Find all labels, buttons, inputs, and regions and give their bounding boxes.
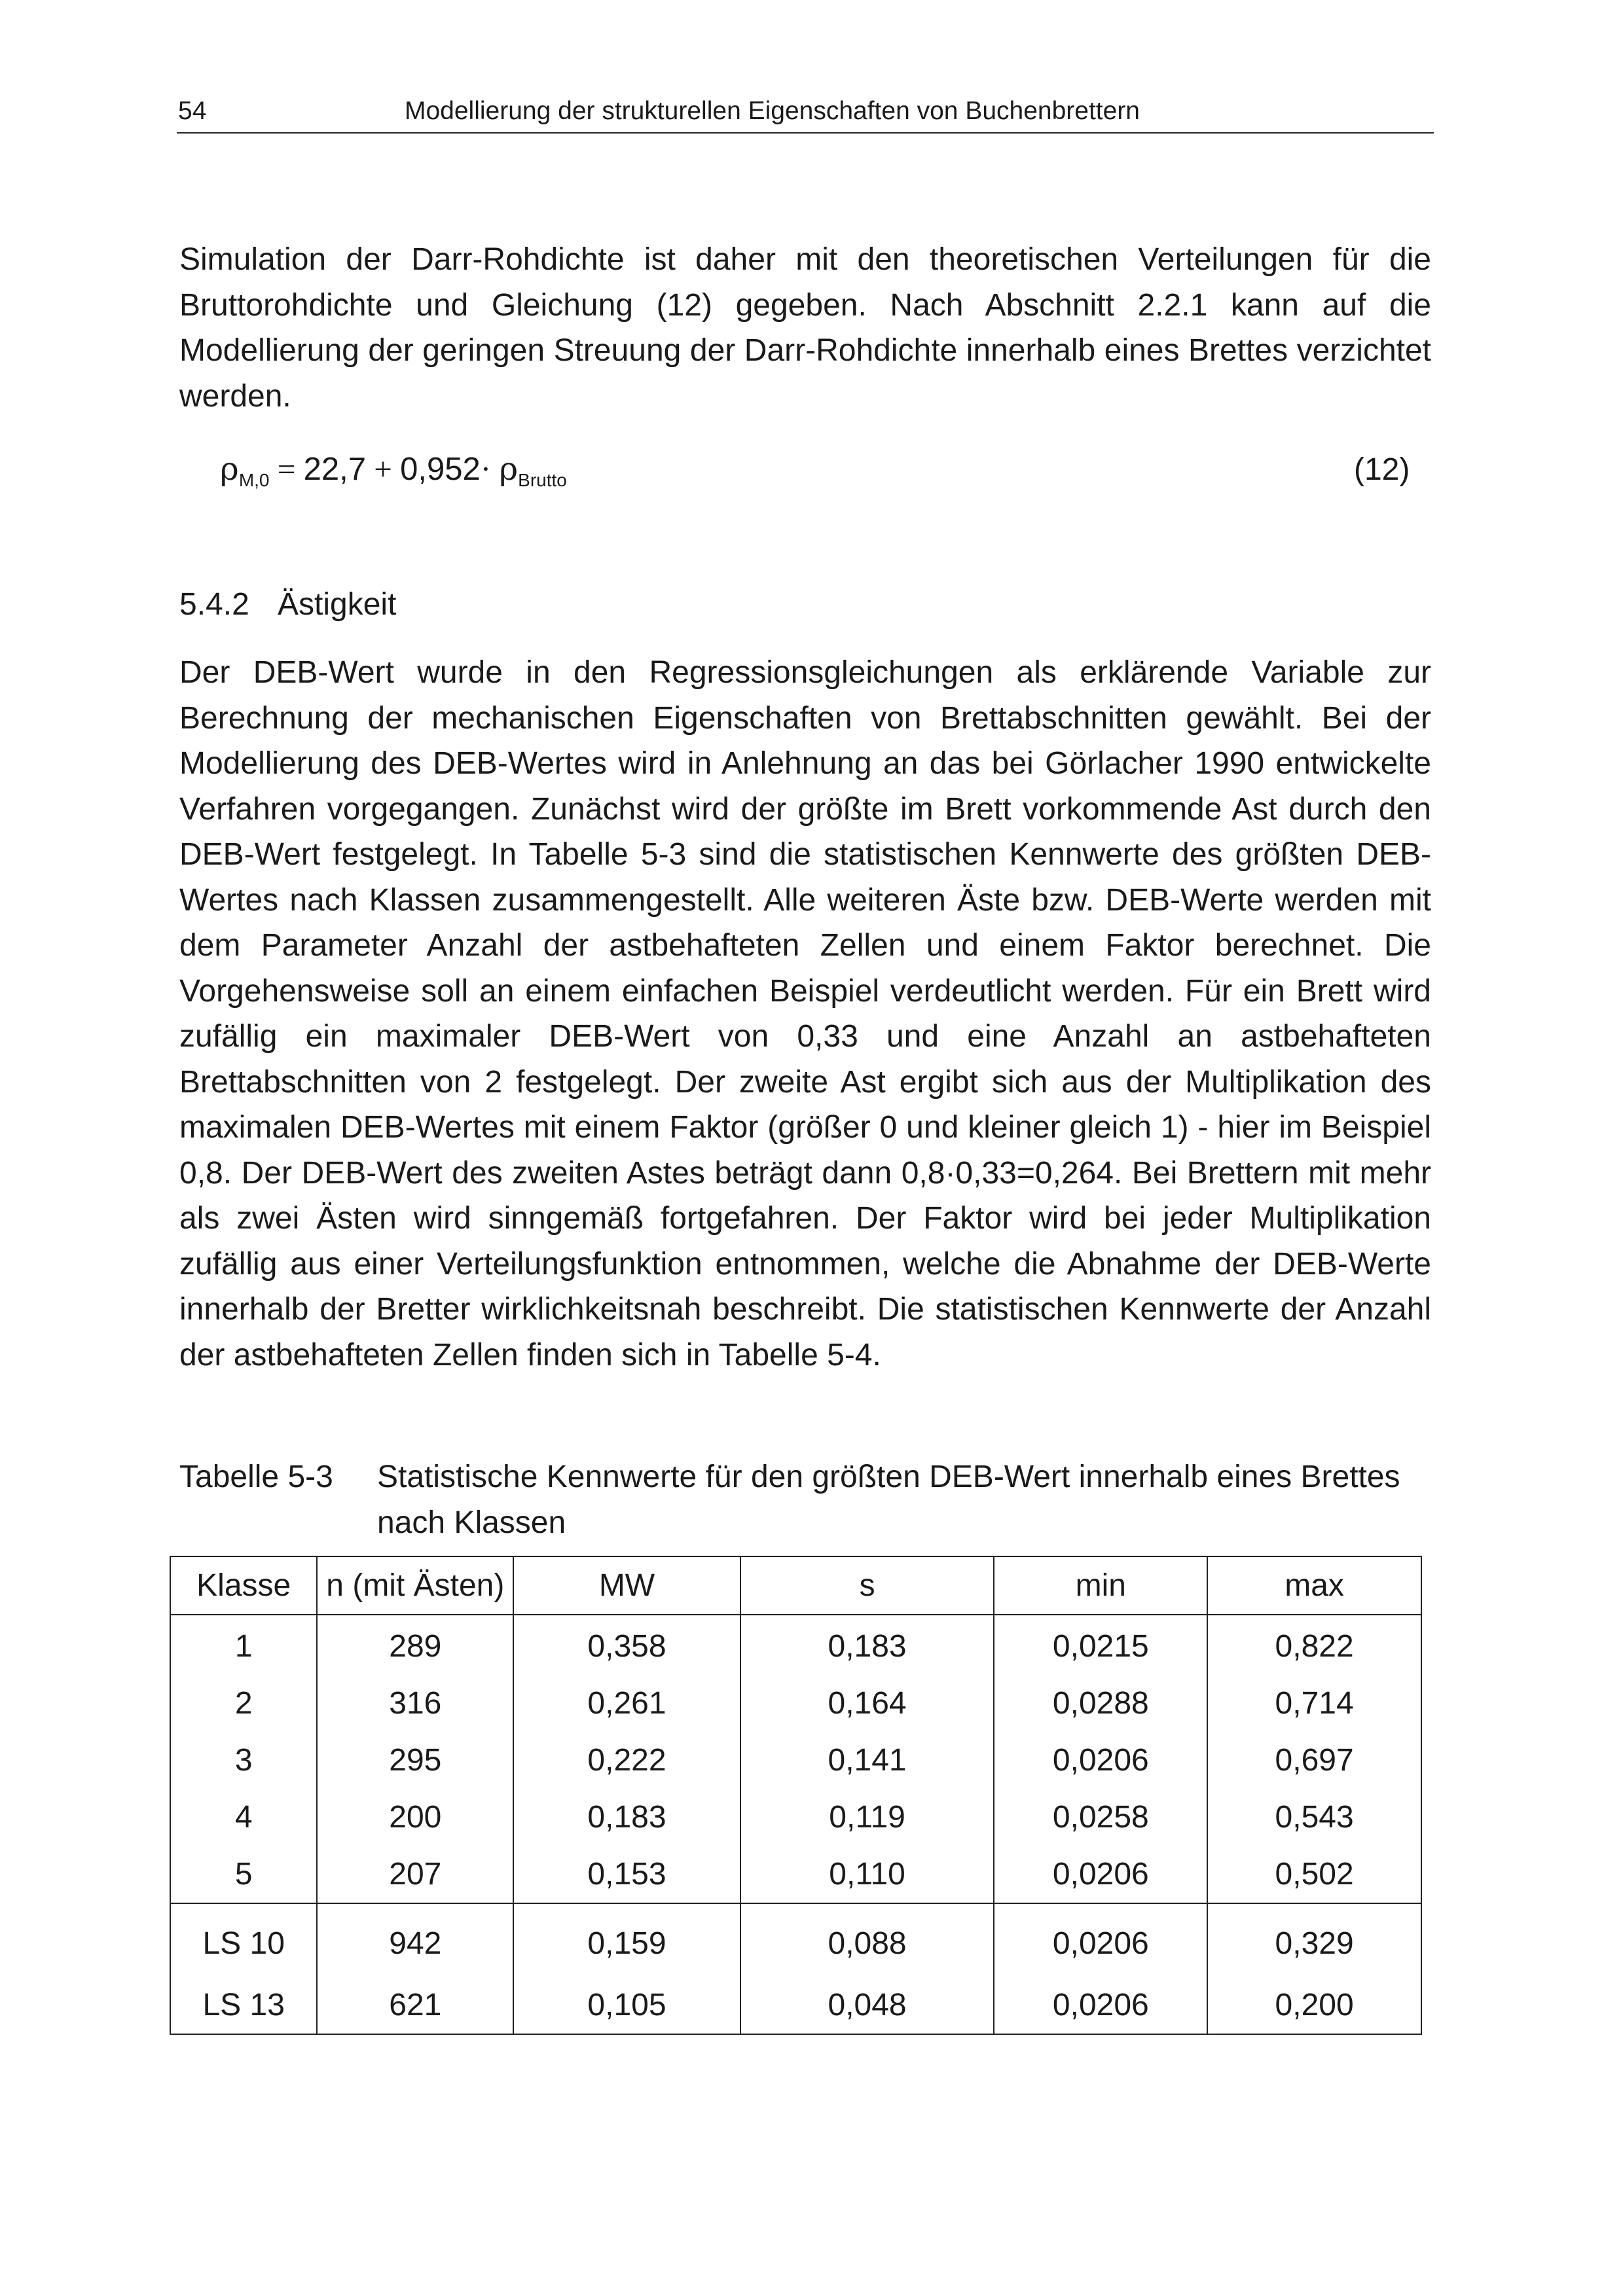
page-header bbox=[177, 92, 1434, 134]
table-cell: 289 bbox=[317, 1615, 513, 1675]
coefficient: 0,952 bbox=[400, 452, 481, 487]
subscript-m0: M,0 bbox=[238, 470, 270, 490]
table-cell: 3 bbox=[170, 1732, 317, 1789]
table-cell: 0,0288 bbox=[994, 1675, 1207, 1732]
table-cell: 0,088 bbox=[740, 1903, 994, 1977]
table-cell: 207 bbox=[317, 1846, 513, 1903]
table-cell: 0,164 bbox=[740, 1675, 994, 1732]
table-cell: 5 bbox=[170, 1846, 317, 1903]
table-cell: 0,048 bbox=[740, 1977, 994, 2034]
table-header-row bbox=[170, 1556, 1421, 1615]
table-cell: 0,0206 bbox=[994, 1903, 1207, 1977]
table-cell: 0,822 bbox=[1207, 1615, 1421, 1675]
table-cell: 0,714 bbox=[1207, 1675, 1421, 1732]
table-row bbox=[170, 1846, 1421, 1903]
table-cell: 0,0206 bbox=[994, 1732, 1207, 1789]
table-cell: LS 13 bbox=[170, 1977, 317, 2034]
column-header: n (mit Ästen) bbox=[317, 1556, 513, 1615]
multiply-dot: · bbox=[480, 451, 492, 487]
table-cell: 0,200 bbox=[1207, 1977, 1421, 2034]
equation-number: (12) bbox=[1354, 452, 1410, 487]
table-cell: 4 bbox=[170, 1789, 317, 1846]
table-cell: 0,119 bbox=[740, 1789, 994, 1846]
table-cell: 0,329 bbox=[1207, 1903, 1421, 1977]
table-cell: 0,153 bbox=[513, 1846, 740, 1903]
column-header: MW bbox=[513, 1556, 740, 1615]
table-row bbox=[170, 1903, 1421, 1977]
table-row bbox=[170, 1732, 1421, 1789]
table-cell: 0,183 bbox=[513, 1789, 740, 1846]
running-title: Modellierung der strukturellen Eigenschaften von Buchenbrettern bbox=[405, 97, 1140, 125]
body-paragraph-2: Der DEB-Wert wurde in den Regressionsgleichungen als erklärende Variable zur Berechnung der mechanischen Eigenschaften von Brettabschnitten gewählt. Bei der Modellierung des DEB-Wertes wird in Anlehnung an das bei Görlacher 1990 entwickelte Verfahren vorgegangen. Zunächst wird der größte im Brett vorkommende Ast durch den DEB-Wert festgelegt. In Tabelle 5-3 sind die statistischen Kennwerte des größten DEB-Wertes nach Klassen zusammengestellt. Alle weiteren Äste bzw. DEB-Werte werden mit dem Parameter Anzahl der astbehafteten Zellen und einem Faktor berechnet. Die Vorgehensweise soll an einem einfachen Beispiel verdeutlicht werden. Für ein Brett wird zufällig ein maximaler DEB-Wert von 0,33 und eine Anzahl an astbehafteten Brettabschnitten von 2 festgelegt. Der zweite Ast ergibt sich aus der Multiplikation des maximalen DEB-Wertes mit einem Faktor (größer 0 und kleiner gleich 1) - hier im Beispiel 0,8. Der DEB-Wert des zweiten Astes beträgt dann 0,8·0,33=0,264. Bei Brettern mit mehr als zwei Ästen wird sinngemäß fortgefahren. Der Faktor wird bei jeder Multiplikation zufällig aus einer Verteilungsfunktion entnommen, welche die Abnahme der DEB-Werte innerhalb der Bretter wirklichkeitsnah beschreibt. Die statistischen Kennwerte der Anzahl der astbehafteten Zellen finden sich in Tabelle 5-4. bbox=[179, 655, 1431, 1372]
table-row bbox=[170, 1615, 1421, 1675]
column-header: max bbox=[1207, 1556, 1421, 1615]
table-row bbox=[170, 1977, 1421, 2034]
table-cell: 0,261 bbox=[513, 1675, 740, 1732]
table-cell: 200 bbox=[317, 1789, 513, 1846]
table-cell: 0,697 bbox=[1207, 1732, 1421, 1789]
section-number: 5.4.2 bbox=[179, 587, 249, 622]
page-number: 54 bbox=[178, 97, 207, 125]
table-cell: 0,0206 bbox=[994, 1977, 1207, 2034]
rho-symbol: ρ bbox=[499, 450, 519, 488]
section-title: Ästigkeit bbox=[278, 587, 397, 622]
table-cell: 0,105 bbox=[513, 1977, 740, 2034]
table-cell: 0,358 bbox=[513, 1615, 740, 1675]
table-row bbox=[170, 1789, 1421, 1846]
table-cell: 0,110 bbox=[740, 1846, 994, 1903]
column-header: min bbox=[994, 1556, 1207, 1615]
equals-sign: = bbox=[277, 451, 296, 487]
rho-symbol: ρ bbox=[220, 450, 239, 488]
equation-12 bbox=[220, 450, 567, 491]
table-cell: 0,222 bbox=[513, 1732, 740, 1789]
table-caption-text: Statistische Kennwerte für den größten DEB-Wert innerhalb eines Brettes nach Klassen bbox=[377, 1460, 1400, 1540]
table-cell: 0,141 bbox=[740, 1732, 994, 1789]
table-cell: 2 bbox=[170, 1675, 317, 1732]
table-cell: 0,183 bbox=[740, 1615, 994, 1675]
table-row bbox=[170, 1675, 1421, 1732]
table-cell: 0,502 bbox=[1207, 1846, 1421, 1903]
body-paragraph-1: Simulation der Darr-Rohdichte ist daher mit den theoretischen Verteilungen für die Bruttorohdichte und Gleichung (12) gegeben. Nach Abschnitt 2.2.1 kann auf die Modellierung der geringen Streuung der Darr-Rohdichte innerhalb eines Brettes verzichtet werden. bbox=[179, 242, 1431, 414]
section-heading bbox=[179, 586, 396, 622]
table-caption-label: Tabelle 5-3 bbox=[179, 1460, 333, 1494]
table-cell: 0,0206 bbox=[994, 1846, 1207, 1903]
table-cell: 316 bbox=[317, 1675, 513, 1732]
table-cell: 1 bbox=[170, 1615, 317, 1675]
statistics-table bbox=[170, 1556, 1422, 2035]
column-header: s bbox=[740, 1556, 994, 1615]
table-cell: 621 bbox=[317, 1977, 513, 2034]
column-header: Klasse bbox=[170, 1556, 317, 1615]
table-cell: 0,0258 bbox=[994, 1789, 1207, 1846]
table-cell: LS 10 bbox=[170, 1903, 317, 1977]
table-cell: 0,0215 bbox=[994, 1615, 1207, 1675]
table-cell: 0,159 bbox=[513, 1903, 740, 1977]
subscript-brutto: Brutto bbox=[518, 470, 567, 490]
table-cell: 942 bbox=[317, 1903, 513, 1977]
constant-term: 22,7 bbox=[303, 452, 367, 487]
table-cell: 0,543 bbox=[1207, 1789, 1421, 1846]
table-cell: 295 bbox=[317, 1732, 513, 1789]
plus-sign: + bbox=[374, 451, 392, 487]
